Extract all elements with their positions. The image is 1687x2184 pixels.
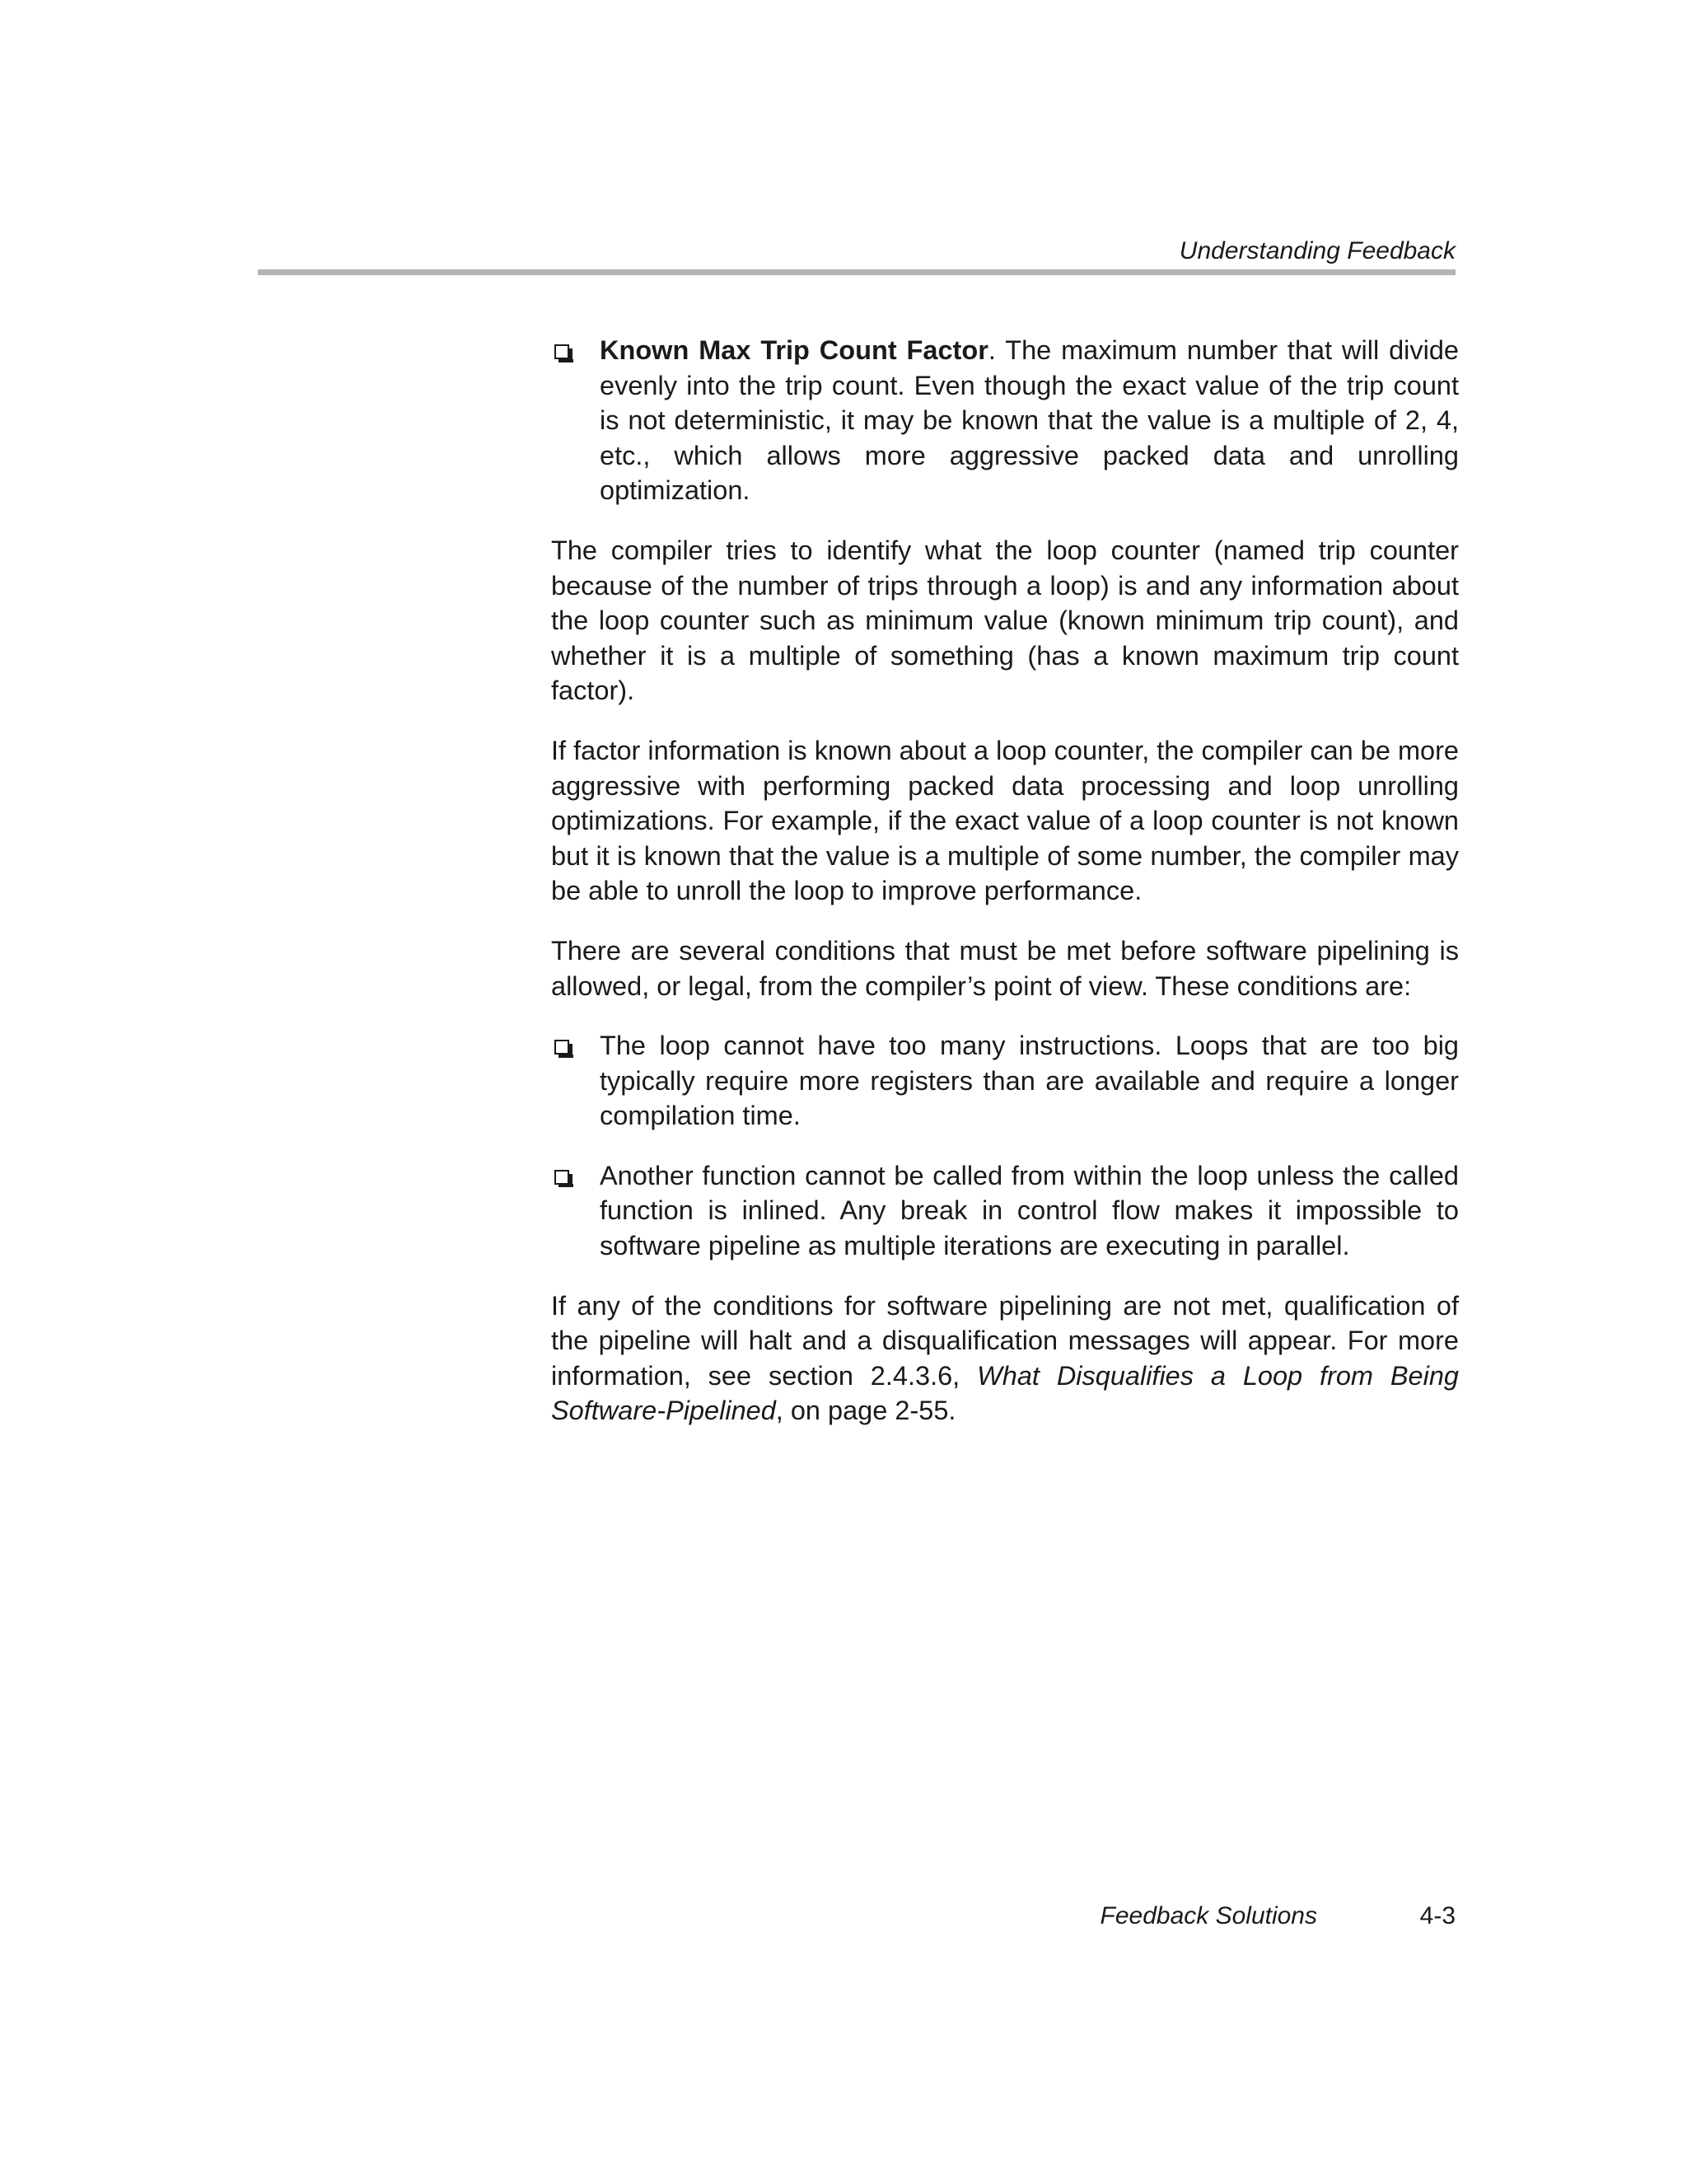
bullet-text: Another function cannot be called from within the loop unless the called function is inlined. Any break in control flow makes it impossible to software pipeline as multiple iterations are executing in parallel. <box>600 1160 1459 1261</box>
bullet-text: . The maximum number that will divide evenly into the trip count. Even though the exact value of the trip count is not deterministic, it may be known that the value is a multiple of 2, 4, etc., which allows more aggressive packed data and unrolling optimization. <box>600 335 1459 506</box>
footer-chapter-title: Feedback Solutions <box>1100 1902 1317 1929</box>
paragraph-disqualification <box>551 1288 1459 1429</box>
footer-page-number: 4-3 <box>1419 1902 1456 1929</box>
checkbox-bullet-icon <box>554 1170 569 1185</box>
disqualify-text-before: If any of the conditions for software pipelining are not met, qualification of the pipeline will halt and a disqualification messages will appear. For more information, see section 2.4.3.6, <box>551 1290 1459 1391</box>
bullet-function-call <box>551 1158 1459 1264</box>
paragraph-compiler: The compiler tries to identify what the loop counter (named trip counter because of the number of trips through a loop) is and any information about the loop counter such as minimum value (known minimum trip count), and whether it is a multiple of something (has a known maximum trip count factor). <box>551 535 1459 706</box>
section-reference-title: What Disqualifies a Loop from Being Software-Pipelined <box>551 1360 1459 1426</box>
checkbox-bullet-icon <box>554 344 569 359</box>
paragraph-conditions: There are several conditions that must be met before software pipelining is allowed, or legal, from the compiler’s point of view. These conditions are: <box>551 935 1459 1001</box>
page-body <box>551 333 1459 1453</box>
paragraph-factor-information: If factor information is known about a loop counter, the compiler can be more aggressive with performing packed data processing and loop unrolling optimizations. For example, if the exact value of a loop counter is not known but it is known that the value is a multiple of some number, the compiler may be able to unroll the loop to improve performance. <box>551 735 1459 906</box>
checkbox-bullet-icon <box>554 1040 569 1055</box>
bullet-known-max-trip-count-factor <box>551 333 1459 508</box>
bullet-too-many-instructions <box>551 1028 1459 1134</box>
disqualify-text-after: , on page 2-55. <box>775 1396 956 1426</box>
running-header: Understanding Feedback <box>1179 237 1456 264</box>
bullet-term: Known Max Trip Count Factor <box>600 335 988 365</box>
header-rule <box>258 269 1456 275</box>
bullet-text: The loop cannot have too many instructions. Loops that are too big typically require more registers than are available and require a longer compilation time. <box>600 1031 1459 1131</box>
